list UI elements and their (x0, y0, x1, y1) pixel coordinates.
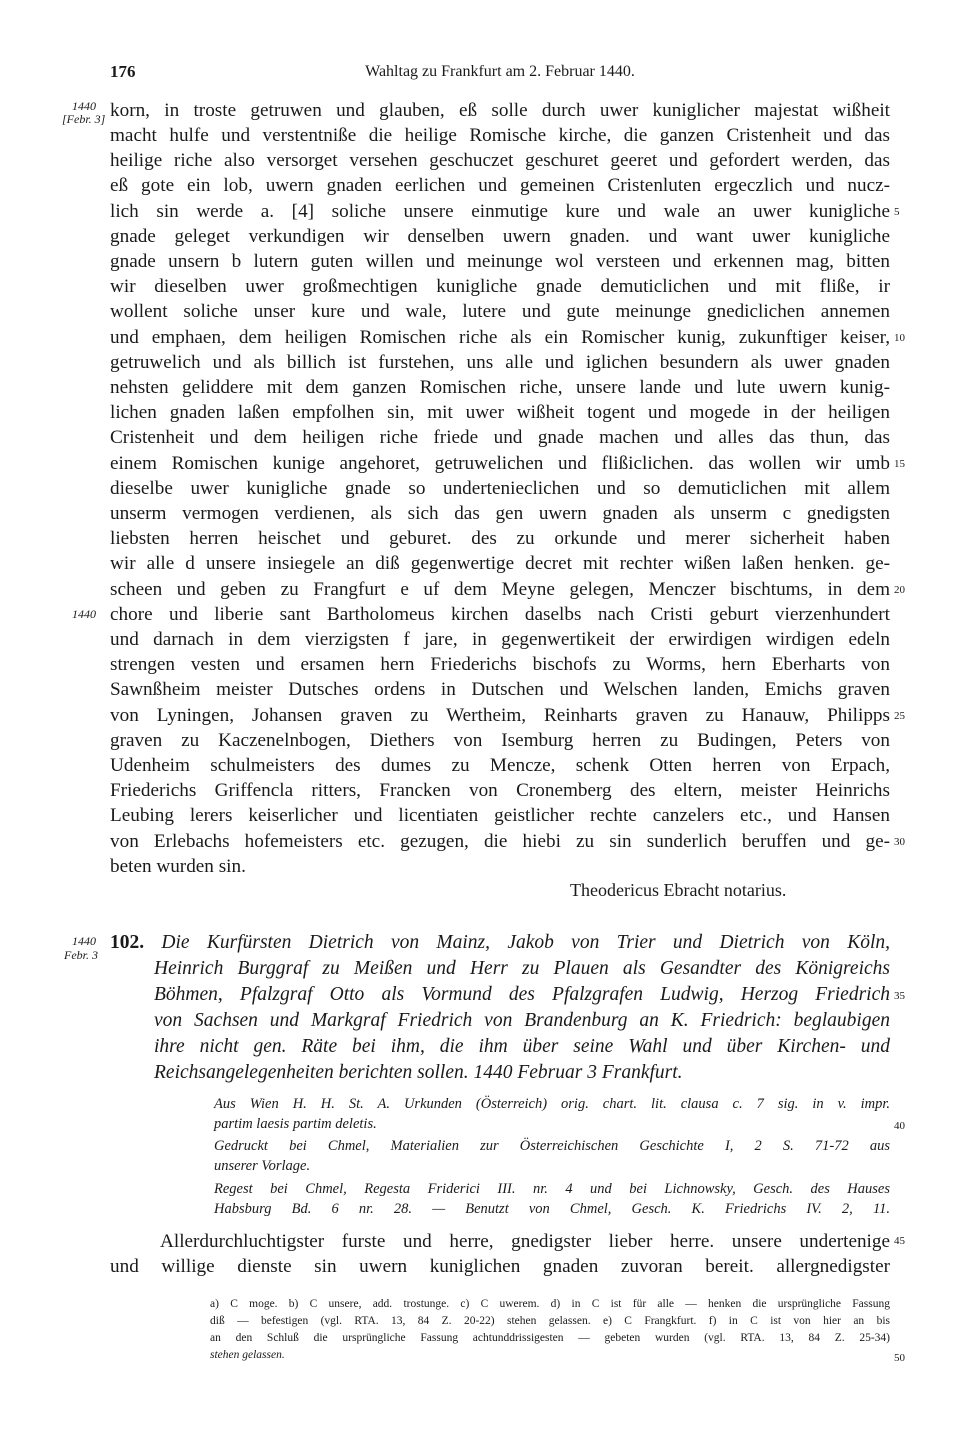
text-line: gnade geleget verkundigen wir denselben uwern gnaden. und want uwer kunigliche (110, 226, 890, 247)
text-line: wir dieselben uwer großmechtigen kunigliche gnade demuticlichen und mit fliße, ir (110, 276, 890, 297)
heading-margin-year: 1440 (72, 934, 96, 948)
text-line: liebsten herren heischet und geburet. des zu orkunde und merer sicherheit haben (110, 528, 890, 549)
letter-line: und willige dienste sin uwern kuniglichen gnaden zuvoran bereit. allergnedigster (110, 1256, 890, 1277)
text-line: graven zu Kaczenelnbogen, Diethers von Isemburg herren zu Budingen, Peters von (110, 730, 890, 751)
text-line: lichen gnaden laßen empfolhen sin, mit uwer wißheit togent und mogede in der heiligen (110, 402, 890, 423)
text-line: von Lyningen, Johansen graven zu Wertheim, Reinharts graven zu Hanauw, Philipps (110, 705, 890, 726)
line-number: 20 (894, 584, 905, 596)
heading-line: ihre nicht gen. Räte bei ihm, die ihm über seine Wahl und über Kirchen- und (154, 1036, 890, 1057)
line-number: 50 (894, 1352, 905, 1364)
heading-line: Die Kurfürsten Dietrich von Mainz, Jakob von Trier und Dietrich von Köln, (161, 932, 890, 953)
text-line: gnade unsern b lutern guten willen und meinunge wol versteen und erkennen mag, bitten (110, 251, 890, 272)
footnote-line: a) C moge. b) C unsere, add. trostunge. c) C uwerem. d) in C ist für alle — henken die ursprüngliche Fassung (210, 1298, 890, 1310)
line-number: 30 (894, 836, 905, 848)
text-line: nehsten geliddere mit dem ganzen Romischen riche, unsere lande und lute uwern kunig- (110, 377, 890, 398)
text-line: eß gote ein lob, uwern gnaden eerlichen und gemeinen Cristenluten ergeczlich und nucz- (110, 175, 890, 196)
line-number: 35 (894, 990, 905, 1002)
text-line: strengen vesten und ersamen hern Friederichs bischofs zu Worms, hern Eberharts von (110, 654, 890, 675)
text-line: macht hulfe und verstentniße die heilige Romische kirche, die ganzen Cristenheit und das (110, 125, 890, 146)
footnote-line: an den Schluß die ursprüngliche Fassung achtunddrissigesten — gebeten wurden (vgl. RTA. 13, 84 Z. 25-34) (210, 1332, 890, 1344)
page-header (110, 62, 890, 86)
margin-date: [Febr. 3] (62, 112, 106, 126)
source-line: unserer Vorlage. (214, 1158, 311, 1174)
text-line: und emphaen, dem heiligen Romischen riche als ein Romischer kunig, zukunftiger keiser, (110, 327, 890, 348)
footnote-line: stehen gelassen. (210, 1349, 285, 1361)
running-title: Wahltag zu Frankfurt am 2. Februar 1440. (365, 63, 635, 80)
source-line: Aus Wien H. H. St. A. Urkunden (Österreich) orig. chart. lit. clausa c. 7 sig. in v. impr. (214, 1096, 890, 1112)
source-line: Gedruckt bei Chmel, Materialien zur Österreichischen Geschichte I, 2 S. 71-72 aus (214, 1138, 890, 1154)
text-line: lich sin werde a. [4] soliche unsere einmutige kure und wale an uwer kunigliche (110, 201, 890, 222)
text-line: scheen und geben zu Frangfurt e uf dem Meyne gelegen, Menczer bischtums, in dem (110, 579, 890, 600)
heading-line: von Sachsen und Markgraf Friedrich von Brandenburg an K. Friedrich: beglaubigen (154, 1010, 890, 1031)
line-number: 40 (894, 1120, 905, 1132)
text-line: korn, in troste getruwen und glauben, eß solle durch uwer kuniglicher majestat wißheit (110, 100, 890, 121)
text-line: beten wurden sin. (110, 856, 246, 877)
heading-margin-date: Febr. 3 (64, 948, 98, 962)
notary-signature: Theodericus Ebracht notarius. (570, 880, 787, 900)
margin-year-second: 1440 (72, 607, 96, 621)
heading-line: Böhmen, Pfalzgraf Otto als Vormund des Pfalzgrafen Ludwig, Herzog Friedrich (154, 984, 890, 1005)
heading-line: Reichsangelegenheiten berichten sollen. 1440 Februar 3 Frankfurt. (154, 1062, 683, 1083)
text-line: chore und liberie sant Bartholomeus kirchen daselbs nach Cristi geburt vierzenhundert (110, 604, 890, 625)
text-line: einem Romischen kunige angehoret, getruwelichen und flißiclichen. das wollen wir umb (110, 453, 890, 474)
text-line: Udenheim schulmeisters des dumes zu Mencze, schenk Otten herren von Erpach, (110, 755, 890, 776)
page-number: 176 (110, 62, 136, 81)
letter-line: Allerdurchluchtigster furste und herre, gnedigster lieber herre. unsere undertenige (160, 1231, 890, 1252)
text-line: Sawnßheim meister Dutsches ordens in Dutschen und Welschen landen, Emichs graven (110, 679, 890, 700)
text-line: getruwelich und als billich ist furstehen, uns alle und iglichen besundern als uwer gnaden (110, 352, 890, 373)
source-line: Regest bei Chmel, Regesta Friderici III. nr. 4 und bei Lichnowsky, Gesch. des Hauses (214, 1181, 890, 1197)
source-line: partim laesis partim deletis. (214, 1116, 377, 1132)
line-number: 45 (894, 1235, 905, 1247)
line-number: 5 (894, 206, 900, 218)
document-number: 102. (110, 932, 145, 953)
text-line: und darnach in dem vierzigsten f jare, in gegenwertikeit der erwirdigen wirdigen edeln (110, 629, 890, 650)
source-line: Habsburg Bd. 6 nr. 28. — Benutzt von Chmel, Gesch. K. Friedrichs IV. 2, 11. (214, 1201, 890, 1217)
text-line: heilige riche also versorget versehen geschuczet geschuret geeret und gefordert werden, das (110, 150, 890, 171)
heading-line: Heinrich Burggraf zu Meißen und Herr zu Plauen als Gesandter des Königreichs (154, 958, 890, 979)
text-line: unserm vermogen verdienen, als sich das gen uwern gnaden als unserm c gnedigsten (110, 503, 890, 524)
text-line: Leubing lerers keiserlicher und licentiaten geistlicher rechte canzelers etc., und Hansen (110, 805, 890, 826)
line-number: 25 (894, 710, 905, 722)
line-number: 15 (894, 458, 905, 470)
text-line: Friederichs Griffencla ritters, Francken von Cronemberg des eltern, meister Heinrichs (110, 780, 890, 801)
text-line: Cristenheit und dem heiligen riche friede und gnade machen und alles das thun, das (110, 427, 890, 448)
text-line: wir alle d unsere insiegele an diß gegenwertige decret mit rechter wißen laßen henken. ge- (110, 553, 890, 574)
margin-year: 1440 (72, 99, 96, 113)
text-line: von Erlebachs hofemeisters etc. gezugen, die hiebi zu sin sunderlich beruffen und ge- (110, 831, 890, 852)
footnote-line: diß — befestigen (vgl. RTA. 13, 84 Z. 20-22) stehen gelassen. e) C Frangkfurt. f) in C ist von hier an bis (210, 1315, 890, 1327)
text-line: wollent soliche unser kure und wale, lutere und gute meinunge gnediclichen annemen (110, 301, 890, 322)
text-line: dieselbe uwer kunigliche gnade so undertenieclichen und so demuticlichen mit allem (110, 478, 890, 499)
line-number: 10 (894, 332, 905, 344)
